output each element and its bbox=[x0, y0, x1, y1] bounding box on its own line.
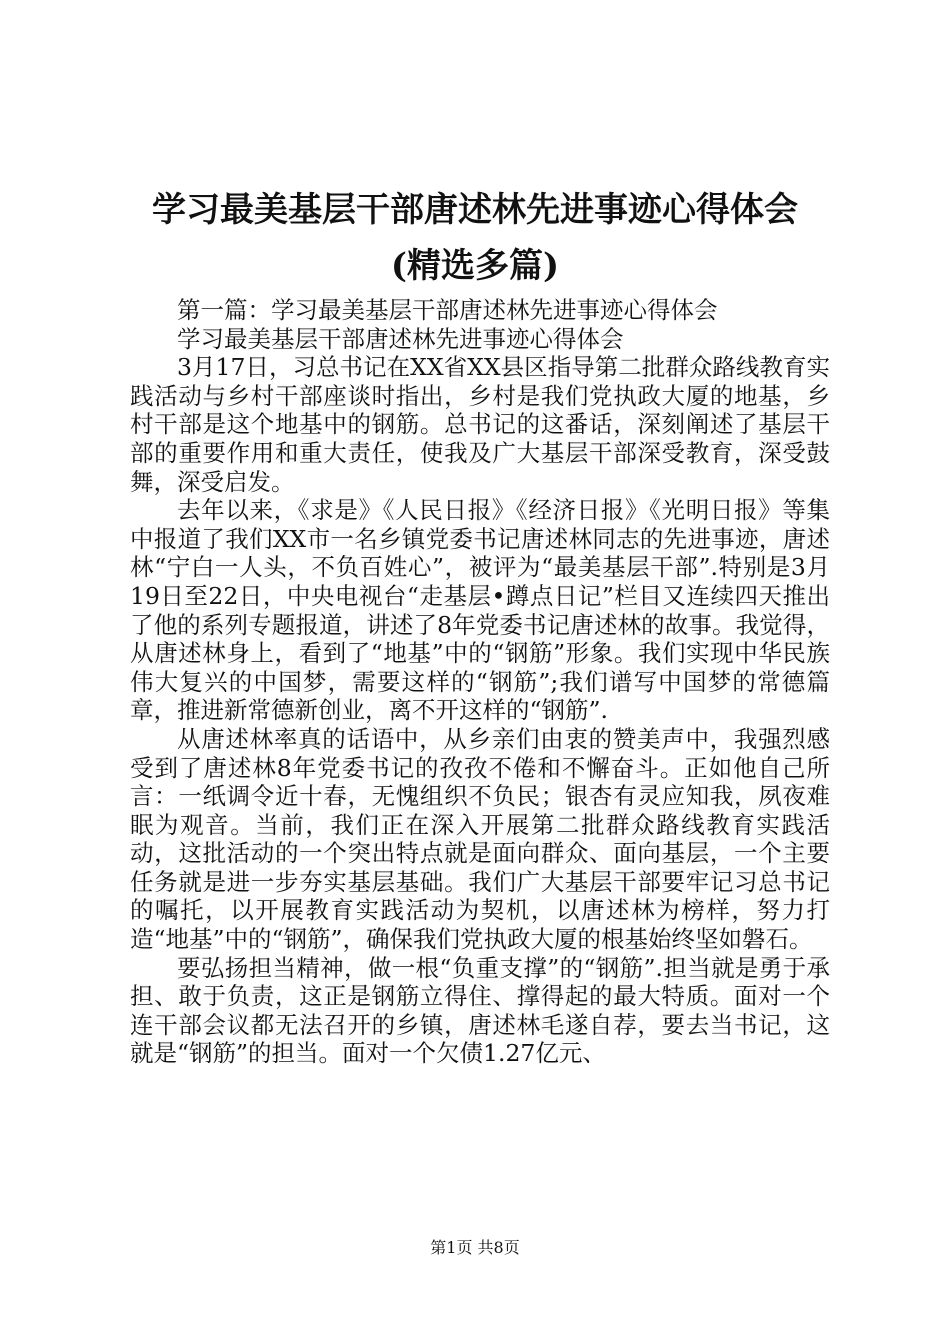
document-title: 学习最美基层干部唐述林先进事迹心得体会 bbox=[152, 190, 798, 230]
page-number-footer: 第1页 共8页 bbox=[430, 1238, 520, 1257]
body-paragraph: 3月17日，习总书记在XX省XX县区指导第二批群众路线教育实践活动与乡村干部座谈时指出，乡村是我们党执政大厦的地基，乡村干部是这个地基中的钢筋。总书记的这番话，深刻阐述了基层干部的重要作用和重大责任，使我及广大基层干部深受教育，深受鼓舞，深受启发。 bbox=[130, 353, 830, 496]
body-paragraph: 去年以来，《求是》《人民日报》《经济日报》《光明日报》等集中报道了我们XX市一名乡镇党委书记唐述林同志的先进事迹，唐述林“宁白一人头，不负百姓心”，被评为“最美基层干部”.特别是3月19日至22日，中央电视台“走基层•蹲点日记”栏目又连续四天推出了他的系列专题报道，讲述了8年党委书记唐述林的故事。我觉得，从唐述林身上，看到了“地基”中的“钢筋”形象。我们实现中华民族伟大复兴的中国梦，需要这样的“钢筋”;我们谱写中国梦的常德篇章，推进新常德新创业，离不开这样的“钢筋”. bbox=[130, 496, 830, 725]
section-heading: 第一篇：学习最美基层干部唐述林先进事迹心得体会 bbox=[177, 296, 718, 324]
document-subtitle: (精选多篇) bbox=[390, 246, 560, 286]
article-heading: 学习最美基层干部唐述林先进事迹心得体会 bbox=[177, 324, 624, 353]
document-body bbox=[130, 296, 830, 1068]
body-paragraph: 要弘扬担当精神，做一根“负重支撑”的“钢筋”.担当就是勇于承担、敢于负责，这正是钢筋立得住、撑得起的最大特质。面对一个连干部会议都无法召开的乡镇，唐述林毛遂自荐，要去当书记，这就是“钢筋”的担当。面对一个欠债1.27亿元、 bbox=[130, 953, 830, 1068]
body-paragraph: 从唐述林率真的话语中，从乡亲们由衷的赞美声中，我强烈感受到了唐述林8年党委书记的孜孜不倦和不懈奋斗。正如他自己所言：一纸调令近十春，无愧组织不负民；银杏有灵应知我，夙夜难眠为观音。当前，我们正在深入开展第二批群众路线教育实践活动，这批活动的一个突出特点就是面向群众、面向基层，一个主要任务就是进一步夯实基层基础。我们广大基层干部要牢记习总书记的嘱托，以开展教育实践活动为契机，以唐述林为榜样，努力打造“地基”中的“钢筋”，确保我们党执政大厦的根基始终坚如磐石。 bbox=[130, 724, 830, 954]
